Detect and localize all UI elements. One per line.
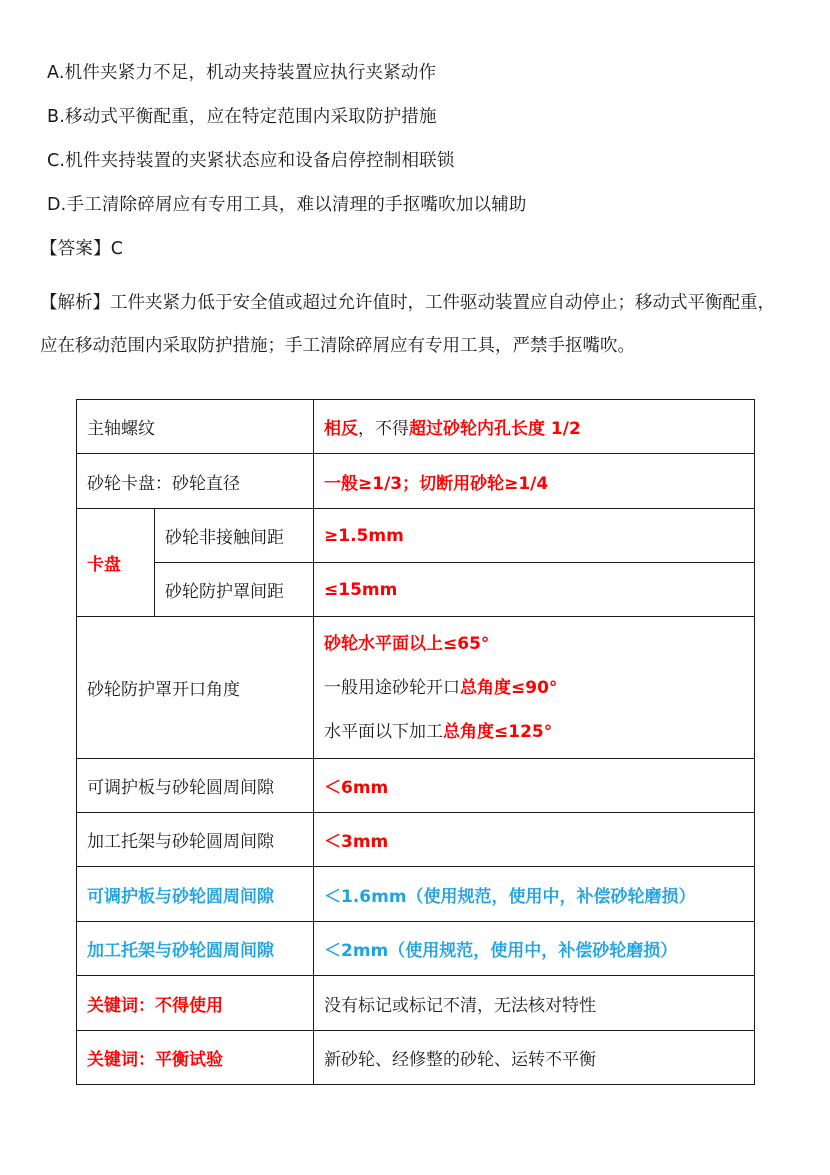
row-label: 加工托架与砂轮圆周间隙 xyxy=(77,922,314,976)
analysis: 【解析】工件夹紧力低于安全值或超过允许值时，工件驱动装置应自动停止；移动式平衡配重，应在移动范围内采取防护措施；手工清除碎屑应有专用工具，严禁手抠嘴吹。 xyxy=(40,293,775,356)
table-row xyxy=(77,1031,755,1085)
row-value: ≤15mm xyxy=(314,563,755,617)
row-value: ＜3mm xyxy=(314,813,755,867)
table-row xyxy=(77,617,755,759)
spec-table xyxy=(76,399,755,1085)
row-value: ≥1.5mm xyxy=(314,509,755,563)
row-value: 砂轮水平面以上≤65° 一般用途砂轮开口总角度≤90° 水平面以下加工总角度≤125° xyxy=(314,617,755,759)
row-value: 新砂轮、经修整的砂轮、运转不平衡 xyxy=(314,1031,755,1085)
row-label: 关键词：平衡试验 xyxy=(77,1031,314,1085)
table-row xyxy=(77,813,755,867)
option-b: B.移动式平衡配重，应在特定范围内采取防护措施 xyxy=(47,107,437,127)
table-row xyxy=(77,976,755,1031)
row-label: 砂轮卡盘：砂轮直径 xyxy=(77,454,314,509)
answer: 【答案】C xyxy=(40,239,124,259)
row-label: 砂轮非接触间距 xyxy=(155,509,314,563)
row-label: 主轴螺纹 xyxy=(77,400,314,454)
table-row xyxy=(77,867,755,922)
row-value: ＜2mm（使用规范，使用中，补偿砂轮磨损） xyxy=(314,922,755,976)
table-row xyxy=(77,454,755,509)
table-row xyxy=(77,759,755,813)
row-label: 砂轮防护罩间距 xyxy=(155,563,314,617)
row-label: 砂轮防护罩开口角度 xyxy=(77,617,314,759)
row-label: 可调护板与砂轮圆周间隙 xyxy=(77,759,314,813)
table-row xyxy=(77,922,755,976)
option-c: C.机件夹持装置的夹紧状态应和设备启停控制相联锁 xyxy=(47,151,455,171)
option-d: D.手工清除碎屑应有专用工具，难以清理的手抠嘴吹加以辅助 xyxy=(47,195,527,215)
row-label: 可调护板与砂轮圆周间隙 xyxy=(77,867,314,922)
row-value: 没有标记或标记不清，无法核对特性 xyxy=(314,976,755,1031)
row-value: 相反，不得超过砂轮内孔长度 1/2 xyxy=(314,400,755,454)
group-label: 卡盘 xyxy=(77,509,155,617)
option-a: A.机件夹紧力不足，机动夹持装置应执行夹紧动作 xyxy=(47,63,437,83)
row-label: 加工托架与砂轮圆周间隙 xyxy=(77,813,314,867)
row-value: ＜1.6mm（使用规范，使用中，补偿砂轮磨损） xyxy=(314,867,755,922)
table-row xyxy=(77,509,755,563)
row-value: ＜6mm xyxy=(314,759,755,813)
table-row xyxy=(77,400,755,454)
table-row xyxy=(77,563,755,617)
row-label: 关键词：不得使用 xyxy=(77,976,314,1031)
row-value: 一般≥1/3；切断用砂轮≥1/4 xyxy=(314,454,755,509)
